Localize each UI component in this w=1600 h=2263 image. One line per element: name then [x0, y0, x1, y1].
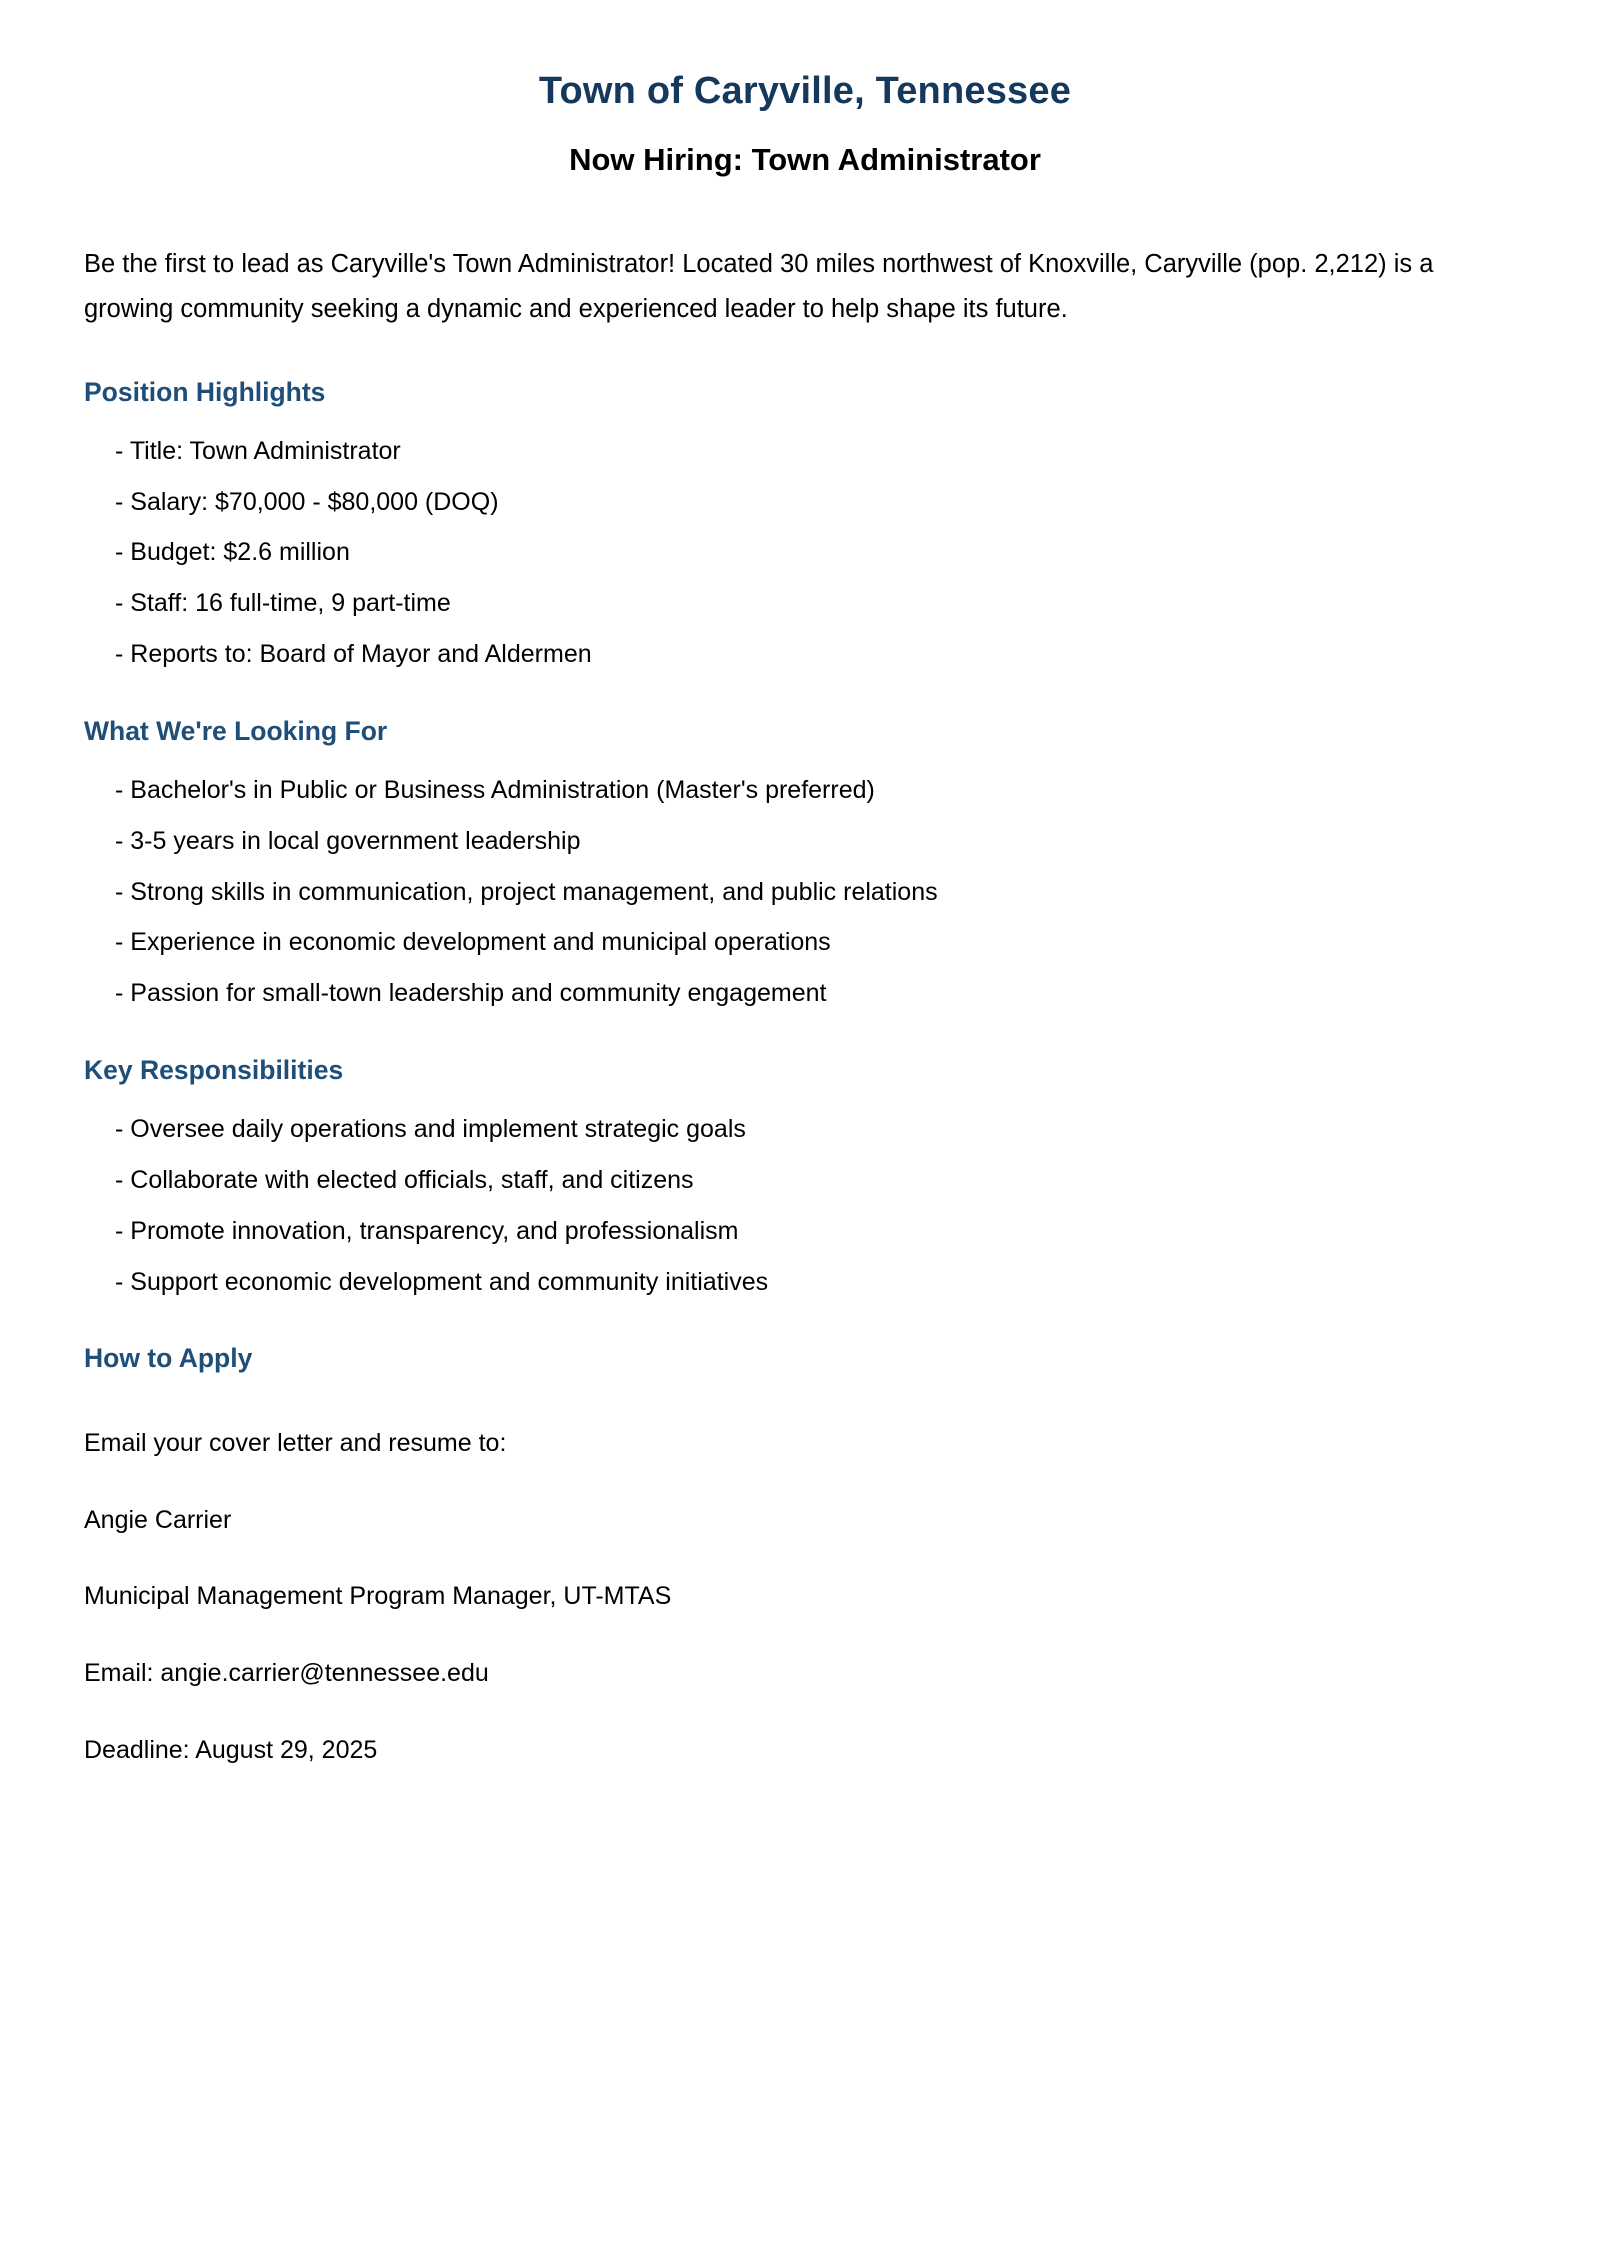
list-item: - Staff: 16 full-time, 9 part-time [115, 589, 451, 618]
position-highlights-list [84, 413, 1526, 672]
list-item: - Salary: $70,000 - $80,000 (DOQ) [115, 487, 499, 516]
intro-paragraph: Be the first to lead as Caryville's Town Administrator! Located 30 miles northwest of Knoxville, Caryville (pop. 2,212) is a growing community seeking a dynamic and experienced leader to help shape its future. [84, 249, 1434, 324]
list-item: - Strong skills in communication, project management, and public relations [115, 877, 938, 906]
section-position-highlights [84, 333, 1526, 672]
list-item: - Support economic development and community initiatives [115, 1267, 769, 1296]
list-item: - Collaborate with elected officials, staff, and citizens [115, 1166, 694, 1195]
apply-instruction: Email your cover letter and resume to: [84, 1428, 507, 1457]
contact-title: Municipal Management Program Manager, UT-MTAS [84, 1582, 672, 1611]
list-item: - Bachelor's in Public or Business Administration (Master's preferred) [115, 776, 875, 805]
responsibilities-list [84, 1091, 1526, 1299]
list-item: - 3-5 years in local government leadership [115, 826, 581, 855]
application-deadline: Deadline: August 29, 2025 [84, 1735, 378, 1764]
page-subtitle: Now Hiring: Town Administrator [569, 141, 1041, 177]
qualifications-list [84, 752, 1526, 1011]
section-heading-key-responsibilities: Key Responsibilities [84, 1054, 344, 1085]
section-heading-position-highlights: Position Highlights [84, 376, 326, 407]
contact-name: Angie Carrier [84, 1505, 232, 1534]
list-item: - Reports to: Board of Mayor and Aldermen [115, 639, 592, 668]
section-what-were-looking-for [84, 672, 1526, 1011]
page-title: Town of Caryville, Tennessee [538, 70, 1072, 112]
section-heading-what-were-looking-for: What We're Looking For [84, 715, 388, 746]
list-item: - Oversee daily operations and implement strategic goals [115, 1115, 746, 1144]
list-item: - Passion for small-town leadership and community engagement [115, 979, 827, 1008]
contact-email: Email: angie.carrier@tennessee.edu [84, 1659, 489, 1688]
application-details [84, 1405, 1526, 1768]
section-how-to-apply [84, 1299, 1526, 1767]
section-heading-how-to-apply: How to Apply [84, 1343, 253, 1374]
list-item: - Budget: $2.6 million [115, 538, 350, 567]
list-item: - Experience in economic development and municipal operations [115, 928, 831, 957]
list-item: - Promote innovation, transparency, and professionalism [115, 1216, 739, 1245]
section-key-responsibilities [84, 1011, 1526, 1299]
list-item: - Title: Town Administrator [115, 436, 401, 465]
